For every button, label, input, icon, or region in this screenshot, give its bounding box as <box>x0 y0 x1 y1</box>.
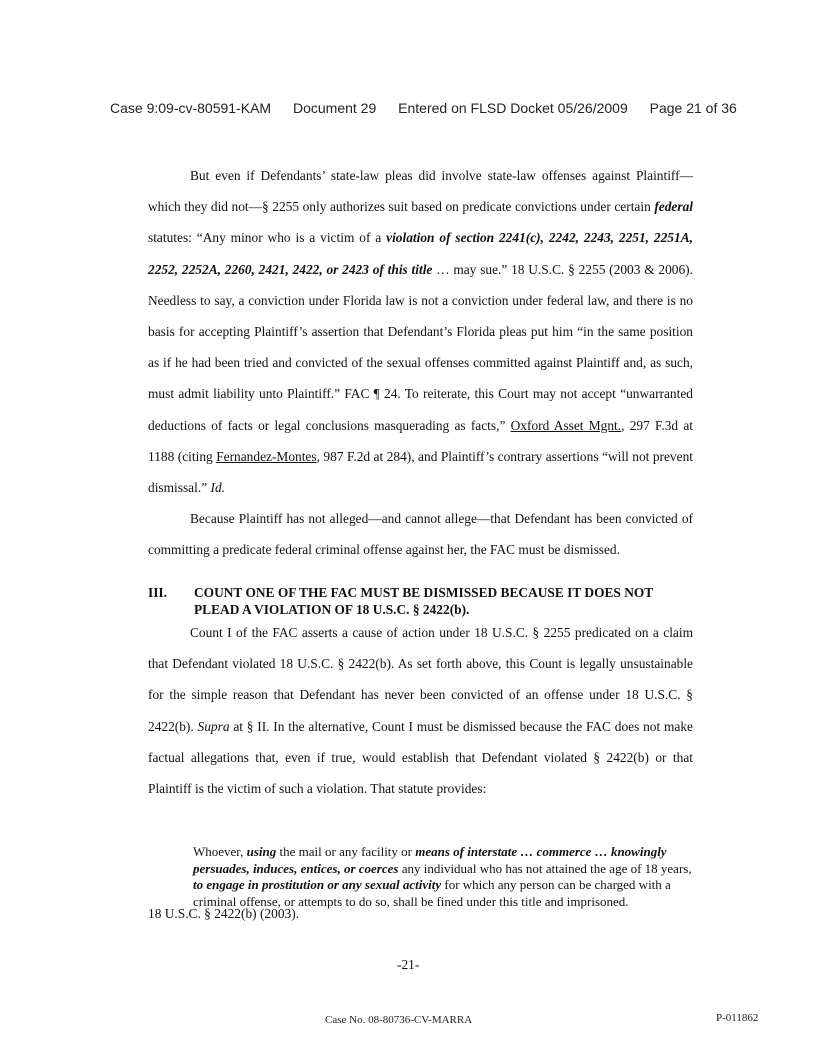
paragraph-must-be-dismissed: Because Plaintiff has not alleged—and cannot allege—that Defendant has been convicted of committing a predicate federal criminal offense against her, the FAC must be dismissed. <box>148 511 693 558</box>
quote-text-2: the mail or any facility or <box>276 844 416 859</box>
paragraph-count-one <box>148 617 693 804</box>
para1-federal: federal <box>654 199 693 215</box>
page-number: -21- <box>397 957 420 972</box>
para1-text-2: statutes: “Any minor who is a victim of a <box>148 230 387 246</box>
header-case-number: Case 9:09-cv-80591-KAM <box>110 100 272 116</box>
para1-text-3: … may sue.” 18 U.S.C. § 2255 (2003 & 2006). Needless to say, a conviction under Florida law is not a conviction under federal law, and there is no basis for accepting Plaintiff’s assertion that Defendant’s Florida pleas put him “in the same position as if he had been tried and convicted of the sexual offenses committed against Plaintiff and, as such, must admit liability unto Plaintiff.” FAC ¶ 24. To reiterate, this Court may not accept “unwarranted deductions of facts or legal conclusions masquerading as facts,” <box>148 261 693 433</box>
para1-id-signal: Id. <box>210 480 226 496</box>
section-number: III. <box>148 585 167 600</box>
quote-using: using <box>246 844 277 859</box>
para3-text-1: Count I of the FAC asserts a cause of action under 18 U.S.C. § 2255 predicated on a claim that Defendant violated 18 U.S.C. § 2422(b). As set forth above, this Count is legally unsustainable for the simple reason that Defendant has never been convicted of an offense under 18 U.S.C. § 2422(b). <box>148 625 693 734</box>
para1-text-1: But even if Defendants’ state-law pleas did involve state-law offenses against Plaintiff—which they did not—§ 2255 only authorizes suit based on predicate convictions under certain <box>148 168 693 215</box>
quote-interstate: means of interstate … commerce … <box>415 844 608 859</box>
para1-statutes: violation of section 2241(c), 2242, 2243, 2251, 2251A, 2252, 2252A, 2260, 2421, 2422, or 2423 of this title <box>148 230 693 277</box>
case-citation-fernandez: Fernandez-Montes <box>216 448 317 464</box>
statute-citation: 18 U.S.C. § 2422(b) (2003). <box>148 906 300 921</box>
quote-persuades: knowingly persuades, induces, entices, or coerces <box>193 844 667 876</box>
para1-text-5: , 987 F.2d at 284), and Plaintiff’s contrary assertions “will not prevent dismissal.” <box>148 448 693 496</box>
para3-supra: Supra <box>197 718 230 734</box>
footer-bates-number: P-011862 <box>716 1012 759 1024</box>
footer-case-number: Case No. 08-80736-CV-MARRA <box>325 1014 473 1026</box>
header-page-count: Page 21 of 36 <box>649 100 737 116</box>
quote-text-5: for which any person can be charged with a criminal offense, or attempts to do so, shall be fined under this title and imprisoned. <box>193 877 671 909</box>
statute-block-quote <box>193 844 693 910</box>
section-heading-iii <box>148 584 698 618</box>
docket-header <box>110 100 737 116</box>
para3-text-2: at § II. In the alternative, Count I must be dismissed because the FAC does not make factual allegations that, even if true, would establish that Defendant violated § 2422(b) or that Plaintiff is the victim of such a violation. That statute provides: <box>148 718 693 797</box>
header-document-number: Document 29 <box>292 100 377 116</box>
header-entered-docket: Entered on FLSD Docket 05/26/2009 <box>398 100 628 116</box>
quote-text-4: any individual who has not attained the age of 18 years, <box>398 860 692 876</box>
section-title: COUNT ONE OF THE FAC MUST BE DISMISSED BECAUSE IT DOES NOT PLEAD A VIOLATION OF 18 U.S.C. § 2422(b). <box>194 585 653 617</box>
case-citation-oxford: Oxford Asset Mgnt. <box>510 417 622 433</box>
para1-text-4: , 297 F.3d at 1188 (citing <box>148 417 693 464</box>
quote-text-1: Whoever, <box>193 844 247 859</box>
paragraph-state-law-pleas <box>148 160 693 566</box>
quote-engage: to engage in prostitution or any sexual activity <box>193 877 442 893</box>
